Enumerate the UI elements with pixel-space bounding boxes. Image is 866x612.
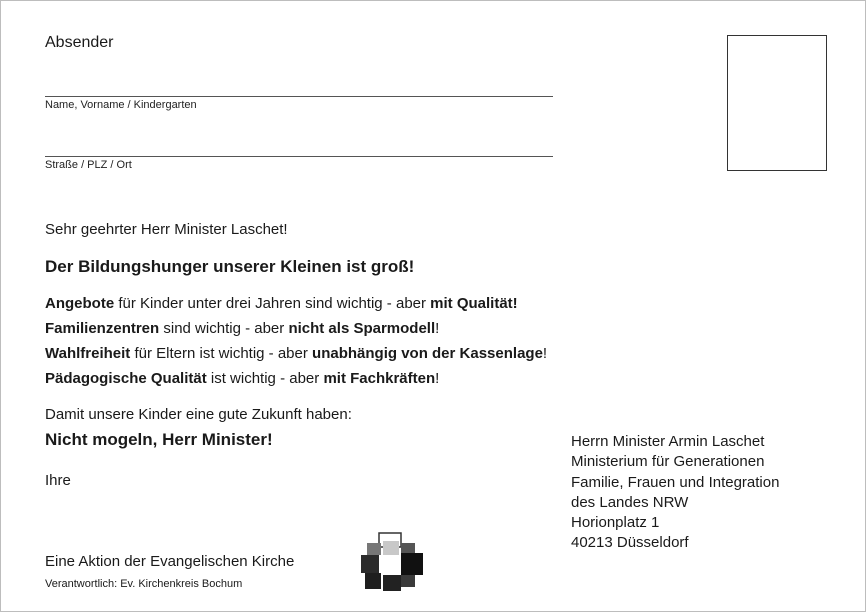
slogan: Nicht mogeln, Herr Minister! bbox=[45, 430, 273, 449]
recipient-address bbox=[571, 432, 779, 554]
future-line: Damit unsere Kinder eine gute Zukunft haben: bbox=[45, 406, 352, 423]
recipient-line: Herrn Minister Armin Laschet bbox=[571, 433, 765, 450]
responsible-line: Verantwortlich: Ev. Kirchenkreis Bochum bbox=[45, 578, 243, 590]
sender-address-caption: Straße / PLZ / Ort bbox=[45, 159, 132, 171]
recipient-line: des Landes NRW bbox=[571, 493, 689, 511]
sender-name-line bbox=[45, 96, 553, 97]
demand-line: Angebote für Kinder unter drei Jahren sind wichtig - aber mit Qualität! bbox=[45, 295, 518, 312]
action-line: Eine Aktion der Evangelischen Kirche bbox=[45, 553, 295, 570]
sender-heading: Absender bbox=[45, 34, 114, 51]
recipient-line: 40213 Düsseldorf bbox=[571, 534, 689, 552]
headline: Der Bildungshunger unserer Kleinen ist groß! bbox=[45, 257, 415, 276]
greeting: Sehr geehrter Herr Minister Laschet! bbox=[45, 221, 288, 238]
stamp-box bbox=[727, 35, 827, 171]
recipient-line: Ministerium für Generationen bbox=[571, 453, 765, 471]
closing: Ihre bbox=[45, 472, 71, 489]
sender-name-caption: Name, Vorname / Kindergarten bbox=[45, 99, 197, 111]
cross-logo-icon bbox=[361, 531, 423, 593]
demand-line: Familienzentren sind wichtig - aber nicht als Sparmodell! bbox=[45, 320, 440, 337]
demand-line: Wahlfreiheit für Eltern ist wichtig - aber unabhängig von der Kassenlage! bbox=[45, 345, 548, 362]
sender-address-line bbox=[45, 156, 553, 157]
demand-line: Pädagogische Qualität ist wichtig - aber mit Fachkräften! bbox=[45, 370, 440, 387]
recipient-line: Horionplatz 1 bbox=[571, 514, 660, 532]
recipient-line: Familie, Frauen und Integration bbox=[571, 473, 780, 491]
